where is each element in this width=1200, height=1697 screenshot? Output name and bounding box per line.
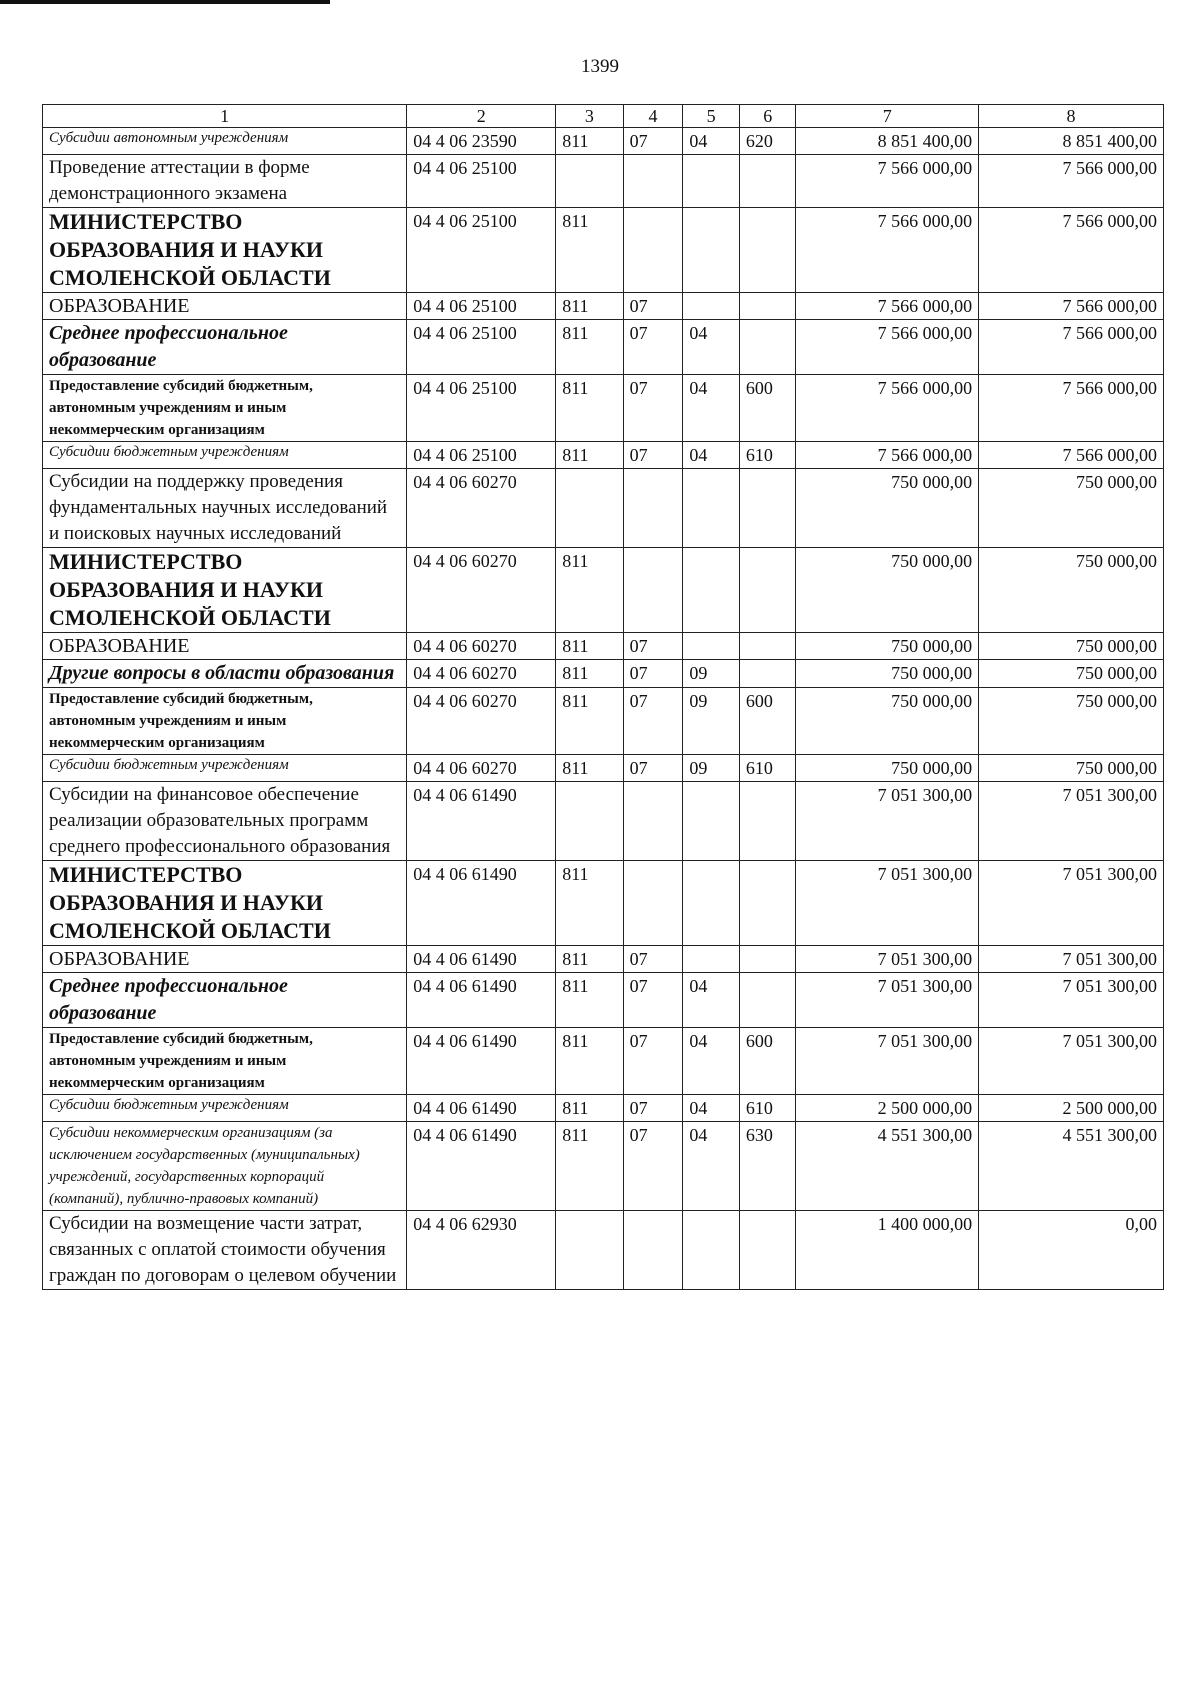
amount-col8-cell: 750 000,00 xyxy=(979,660,1164,688)
ministry-code-cell: 811 xyxy=(556,1122,623,1211)
subsection-code-cell: 09 xyxy=(683,660,740,688)
section-code-cell xyxy=(623,548,683,633)
section-code-cell: 07 xyxy=(623,633,683,660)
header-cell: 3 xyxy=(556,105,623,128)
table-row xyxy=(43,1122,1164,1211)
section-code-cell: 07 xyxy=(623,1122,683,1211)
subsection-code-cell xyxy=(683,469,740,548)
amount-col7-cell: 7 566 000,00 xyxy=(796,208,979,293)
ministry-code-cell: 811 xyxy=(556,293,623,320)
expense-type-cell: 610 xyxy=(739,1095,796,1122)
target-code-cell: 04 4 06 61490 xyxy=(407,1095,556,1122)
table-row xyxy=(43,782,1164,861)
row-name-cell: Проведение аттестации в форме демонстрационного экзамена xyxy=(43,155,407,208)
ministry-code-cell xyxy=(556,1211,623,1290)
subsection-code-cell: 04 xyxy=(683,1122,740,1211)
subsection-code-cell: 04 xyxy=(683,320,740,375)
amount-col8-cell: 7 566 000,00 xyxy=(979,320,1164,375)
row-name-cell: Субсидии бюджетным учреждениям xyxy=(43,1095,407,1122)
amount-col7-cell: 7 566 000,00 xyxy=(796,155,979,208)
ministry-code-cell xyxy=(556,469,623,548)
table-row xyxy=(43,1095,1164,1122)
amount-col8-cell: 750 000,00 xyxy=(979,755,1164,782)
table-row xyxy=(43,469,1164,548)
subsection-code-cell: 09 xyxy=(683,688,740,755)
amount-col7-cell: 7 566 000,00 xyxy=(796,293,979,320)
ministry-code-cell: 811 xyxy=(556,946,623,973)
amount-col7-cell: 750 000,00 xyxy=(796,469,979,548)
section-code-cell: 07 xyxy=(623,320,683,375)
target-code-cell: 04 4 06 25100 xyxy=(407,293,556,320)
amount-col7-cell: 750 000,00 xyxy=(796,548,979,633)
target-code-cell: 04 4 06 61490 xyxy=(407,973,556,1028)
amount-col7-cell: 7 051 300,00 xyxy=(796,861,979,946)
amount-col8-cell: 7 566 000,00 xyxy=(979,208,1164,293)
amount-col8-cell: 0,00 xyxy=(979,1211,1164,1290)
row-name-cell: Субсидии бюджетным учреждениям xyxy=(43,442,407,469)
target-code-cell: 04 4 06 60270 xyxy=(407,469,556,548)
table-row xyxy=(43,375,1164,442)
table-row xyxy=(43,155,1164,208)
expense-type-cell xyxy=(739,861,796,946)
section-code-cell: 07 xyxy=(623,1028,683,1095)
expense-type-cell xyxy=(739,782,796,861)
ministry-code-cell: 811 xyxy=(556,1028,623,1095)
row-name-cell: Субсидии автономным учреждениям xyxy=(43,128,407,155)
expense-type-cell xyxy=(739,660,796,688)
section-code-cell xyxy=(623,782,683,861)
amount-col7-cell: 2 500 000,00 xyxy=(796,1095,979,1122)
subsection-code-cell xyxy=(683,782,740,861)
expense-type-cell: 600 xyxy=(739,1028,796,1095)
amount-col8-cell: 7 566 000,00 xyxy=(979,442,1164,469)
ministry-code-cell: 811 xyxy=(556,861,623,946)
amount-col7-cell: 750 000,00 xyxy=(796,688,979,755)
amount-col7-cell: 750 000,00 xyxy=(796,633,979,660)
amount-col7-cell: 7 051 300,00 xyxy=(796,1028,979,1095)
amount-col8-cell: 7 566 000,00 xyxy=(979,155,1164,208)
amount-col8-cell: 7 051 300,00 xyxy=(979,946,1164,973)
table-row xyxy=(43,946,1164,973)
expense-type-cell xyxy=(739,548,796,633)
amount-col8-cell: 750 000,00 xyxy=(979,469,1164,548)
ministry-code-cell: 811 xyxy=(556,208,623,293)
ministry-code-cell: 811 xyxy=(556,442,623,469)
subsection-code-cell xyxy=(683,861,740,946)
subsection-code-cell xyxy=(683,155,740,208)
row-name-cell: Другие вопросы в области образования xyxy=(43,660,407,688)
ministry-code-cell: 811 xyxy=(556,688,623,755)
expense-type-cell xyxy=(739,320,796,375)
target-code-cell: 04 4 06 61490 xyxy=(407,782,556,861)
subsection-code-cell xyxy=(683,293,740,320)
header-cell: 4 xyxy=(623,105,683,128)
row-name-cell: Субсидии на поддержку проведения фундаментальных научных исследований и поисковых научных исследований xyxy=(43,469,407,548)
table-row xyxy=(43,633,1164,660)
amount-col8-cell: 4 551 300,00 xyxy=(979,1122,1164,1211)
amount-col8-cell: 750 000,00 xyxy=(979,633,1164,660)
ministry-code-cell: 811 xyxy=(556,548,623,633)
section-code-cell: 07 xyxy=(623,1095,683,1122)
table-row xyxy=(43,293,1164,320)
row-name-cell: Предоставление субсидий бюджетным, автономным учреждениям и иным некоммерческим организациям xyxy=(43,688,407,755)
amount-col8-cell: 750 000,00 xyxy=(979,548,1164,633)
row-name-cell: Субсидии на возмещение части затрат, связанных с оплатой стоимости обучения граждан по договорам о целевом обучении xyxy=(43,1211,407,1290)
top-scan-rule xyxy=(0,0,330,4)
row-name-cell: Предоставление субсидий бюджетным, автономным учреждениям и иным некоммерческим организациям xyxy=(43,1028,407,1095)
target-code-cell: 04 4 06 60270 xyxy=(407,660,556,688)
section-code-cell: 07 xyxy=(623,293,683,320)
ministry-code-cell xyxy=(556,782,623,861)
table-row xyxy=(43,320,1164,375)
header-cell: 7 xyxy=(796,105,979,128)
expense-type-cell xyxy=(739,946,796,973)
ministry-code-cell: 811 xyxy=(556,128,623,155)
ministry-code-cell: 811 xyxy=(556,633,623,660)
target-code-cell: 04 4 06 25100 xyxy=(407,375,556,442)
expense-type-cell xyxy=(739,633,796,660)
amount-col8-cell: 7 566 000,00 xyxy=(979,293,1164,320)
ministry-code-cell: 811 xyxy=(556,660,623,688)
target-code-cell: 04 4 06 62930 xyxy=(407,1211,556,1290)
row-name-cell: Субсидии на финансовое обеспечение реализации образовательных программ среднего профессионального образования xyxy=(43,782,407,861)
header-cell: 2 xyxy=(407,105,556,128)
section-code-cell: 07 xyxy=(623,128,683,155)
target-code-cell: 04 4 06 25100 xyxy=(407,155,556,208)
row-name-cell: Субсидии некоммерческим организациям (за исключением государственных (муниципальных) учреждений, государственных корпораций (компаний), публично-правовых компаний) xyxy=(43,1122,407,1211)
header-cell: 6 xyxy=(739,105,796,128)
table-row xyxy=(43,208,1164,293)
amount-col8-cell: 7 051 300,00 xyxy=(979,782,1164,861)
table-row xyxy=(43,548,1164,633)
section-code-cell xyxy=(623,1211,683,1290)
target-code-cell: 04 4 06 60270 xyxy=(407,548,556,633)
ministry-code-cell: 811 xyxy=(556,1095,623,1122)
amount-col8-cell: 8 851 400,00 xyxy=(979,128,1164,155)
target-code-cell: 04 4 06 23590 xyxy=(407,128,556,155)
section-code-cell xyxy=(623,861,683,946)
header-cell: 5 xyxy=(683,105,740,128)
budget-table xyxy=(42,104,1164,1290)
row-name-cell: ОБРАЗОВАНИЕ xyxy=(43,633,407,660)
target-code-cell: 04 4 06 61490 xyxy=(407,1122,556,1211)
row-name-cell: Среднее профессиональное образование xyxy=(43,320,407,375)
expense-type-cell: 600 xyxy=(739,375,796,442)
expense-type-cell xyxy=(739,469,796,548)
section-code-cell: 07 xyxy=(623,660,683,688)
subsection-code-cell: 09 xyxy=(683,755,740,782)
expense-type-cell xyxy=(739,208,796,293)
table-row xyxy=(43,755,1164,782)
target-code-cell: 04 4 06 61490 xyxy=(407,1028,556,1095)
table-row xyxy=(43,660,1164,688)
section-code-cell xyxy=(623,155,683,208)
target-code-cell: 04 4 06 61490 xyxy=(407,861,556,946)
section-code-cell xyxy=(623,469,683,548)
amount-col7-cell: 7 566 000,00 xyxy=(796,442,979,469)
section-code-cell: 07 xyxy=(623,688,683,755)
target-code-cell: 04 4 06 61490 xyxy=(407,946,556,973)
header-cell: 8 xyxy=(979,105,1164,128)
section-code-cell: 07 xyxy=(623,946,683,973)
target-code-cell: 04 4 06 25100 xyxy=(407,320,556,375)
table-row xyxy=(43,1028,1164,1095)
table-row xyxy=(43,861,1164,946)
table-row xyxy=(43,1211,1164,1290)
expense-type-cell xyxy=(739,293,796,320)
section-code-cell: 07 xyxy=(623,375,683,442)
row-name-cell: МИНИСТЕРСТВО ОБРАЗОВАНИЯ И НАУКИ СМОЛЕНСКОЙ ОБЛАСТИ xyxy=(43,861,407,946)
ministry-code-cell: 811 xyxy=(556,320,623,375)
amount-col7-cell: 1 400 000,00 xyxy=(796,1211,979,1290)
page-number: 1399 xyxy=(581,56,619,77)
table-row xyxy=(43,973,1164,1028)
subsection-code-cell xyxy=(683,633,740,660)
ministry-code-cell: 811 xyxy=(556,755,623,782)
expense-type-cell: 610 xyxy=(739,755,796,782)
amount-col7-cell: 7 566 000,00 xyxy=(796,375,979,442)
amount-col7-cell: 7 566 000,00 xyxy=(796,320,979,375)
expense-type-cell: 630 xyxy=(739,1122,796,1211)
amount-col8-cell: 7 051 300,00 xyxy=(979,861,1164,946)
amount-col8-cell: 7 051 300,00 xyxy=(979,973,1164,1028)
row-name-cell: ОБРАЗОВАНИЕ xyxy=(43,293,407,320)
target-code-cell: 04 4 06 60270 xyxy=(407,688,556,755)
amount-col7-cell: 7 051 300,00 xyxy=(796,973,979,1028)
subsection-code-cell: 04 xyxy=(683,973,740,1028)
amount-col7-cell: 750 000,00 xyxy=(796,660,979,688)
amount-col8-cell: 2 500 000,00 xyxy=(979,1095,1164,1122)
subsection-code-cell: 04 xyxy=(683,1028,740,1095)
ministry-code-cell: 811 xyxy=(556,973,623,1028)
target-code-cell: 04 4 06 25100 xyxy=(407,208,556,293)
target-code-cell: 04 4 06 60270 xyxy=(407,755,556,782)
row-name-cell: Субсидии бюджетным учреждениям xyxy=(43,755,407,782)
subsection-code-cell: 04 xyxy=(683,375,740,442)
row-name-cell: ОБРАЗОВАНИЕ xyxy=(43,946,407,973)
target-code-cell: 04 4 06 25100 xyxy=(407,442,556,469)
row-name-cell: Предоставление субсидий бюджетным, автономным учреждениям и иным некоммерческим организациям xyxy=(43,375,407,442)
expense-type-cell: 620 xyxy=(739,128,796,155)
row-name-cell: МИНИСТЕРСТВО ОБРАЗОВАНИЯ И НАУКИ СМОЛЕНСКОЙ ОБЛАСТИ xyxy=(43,208,407,293)
amount-col8-cell: 750 000,00 xyxy=(979,688,1164,755)
amount-col8-cell: 7 051 300,00 xyxy=(979,1028,1164,1095)
expense-type-cell xyxy=(739,973,796,1028)
section-code-cell: 07 xyxy=(623,973,683,1028)
amount-col7-cell: 7 051 300,00 xyxy=(796,782,979,861)
amount-col7-cell: 8 851 400,00 xyxy=(796,128,979,155)
subsection-code-cell: 04 xyxy=(683,442,740,469)
table-row xyxy=(43,442,1164,469)
subsection-code-cell: 04 xyxy=(683,1095,740,1122)
subsection-code-cell: 04 xyxy=(683,128,740,155)
section-code-cell: 07 xyxy=(623,755,683,782)
header-cell: 1 xyxy=(43,105,407,128)
amount-col8-cell: 7 566 000,00 xyxy=(979,375,1164,442)
ministry-code-cell xyxy=(556,155,623,208)
expense-type-cell: 610 xyxy=(739,442,796,469)
table-body xyxy=(43,105,1164,1290)
table-row xyxy=(43,128,1164,155)
amount-col7-cell: 7 051 300,00 xyxy=(796,946,979,973)
subsection-code-cell xyxy=(683,548,740,633)
subsection-code-cell xyxy=(683,1211,740,1290)
column-number-header xyxy=(43,105,1164,128)
row-name-cell: Среднее профессиональное образование xyxy=(43,973,407,1028)
subsection-code-cell xyxy=(683,208,740,293)
section-code-cell: 07 xyxy=(623,442,683,469)
expense-type-cell xyxy=(739,155,796,208)
table-row xyxy=(43,688,1164,755)
expense-type-cell xyxy=(739,1211,796,1290)
ministry-code-cell: 811 xyxy=(556,375,623,442)
subsection-code-cell xyxy=(683,946,740,973)
target-code-cell: 04 4 06 60270 xyxy=(407,633,556,660)
row-name-cell: МИНИСТЕРСТВО ОБРАЗОВАНИЯ И НАУКИ СМОЛЕНСКОЙ ОБЛАСТИ xyxy=(43,548,407,633)
expense-type-cell: 600 xyxy=(739,688,796,755)
amount-col7-cell: 4 551 300,00 xyxy=(796,1122,979,1211)
amount-col7-cell: 750 000,00 xyxy=(796,755,979,782)
section-code-cell xyxy=(623,208,683,293)
